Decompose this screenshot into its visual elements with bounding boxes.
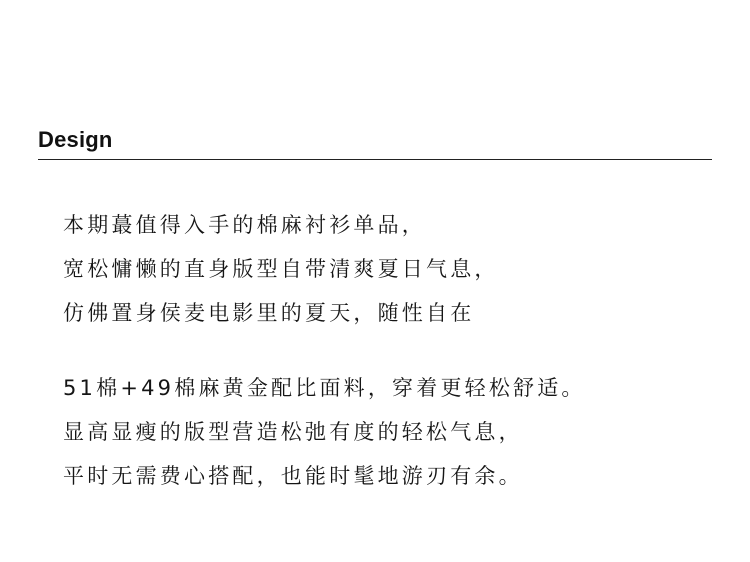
section-title: Design: [38, 127, 113, 152]
paragraph-line: 平时无需费心搭配，也能时髦地游刃有余。: [63, 464, 523, 488]
paragraph-line: 仿佛置身侯麦电影里的夏天，随性自在: [63, 301, 475, 325]
paragraph-line: 51棉+49棉麻黄金配比面料，穿着更轻松舒适。: [63, 376, 586, 400]
title-divider: [38, 159, 712, 160]
paragraph-line: 宽松慵懒的直身版型自带清爽夏日气息，: [63, 257, 499, 281]
description-paragraph-2: [63, 366, 586, 498]
paragraph-line: 显高显瘦的版型营造松弛有度的轻松气息，: [63, 420, 523, 444]
paragraph-line: 本期蕞值得入手的棉麻衬衫单品，: [63, 213, 426, 237]
description-paragraph-1: [63, 203, 499, 335]
